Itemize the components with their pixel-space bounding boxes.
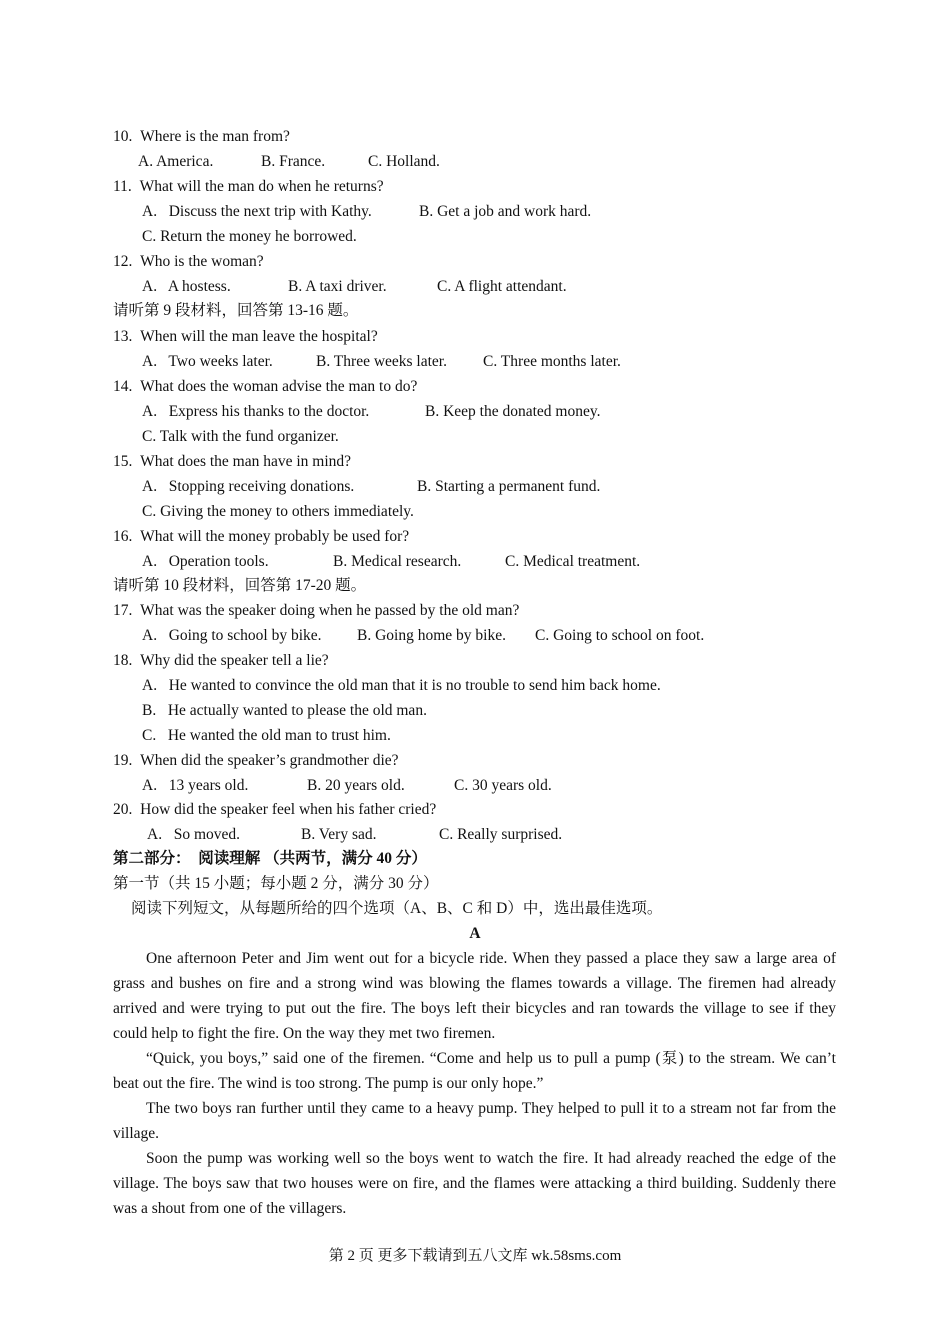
passage-paragraph: The two boys ran further until they came to a heavy pump. They helped to pull it to a stream not far from the village.	[113, 1100, 836, 1142]
question-number: 19.	[113, 752, 133, 769]
option: A. Express his thanks to the doctor.	[142, 403, 370, 420]
question-text: How did the speaker feel when his father cried?	[140, 801, 437, 818]
question-text: What will the money probably be used for?	[140, 528, 410, 545]
page-footer: 第 2 页 更多下载请到五八文库 wk.58sms.com	[328, 1248, 622, 1264]
option: C. Really surprised.	[439, 826, 563, 843]
option: C. 30 years old.	[454, 777, 552, 794]
option: B. Starting a permanent fund.	[417, 478, 601, 495]
option: A. 13 years old.	[142, 777, 249, 794]
option: C. Three months later.	[483, 353, 621, 370]
question-13	[113, 327, 378, 347]
option: A. Two weeks later.	[142, 353, 273, 370]
question-18	[113, 651, 329, 671]
section1-heading: 第一节（共 15 小题；每小题 2 分，满分 30 分）	[113, 875, 439, 892]
option: C. Giving the money to others immediately.	[142, 503, 414, 520]
option: A. So moved.	[147, 826, 240, 843]
question-number: 20.	[113, 801, 133, 818]
question-text: What does the man have in mind?	[140, 453, 352, 470]
option: C. Return the money he borrowed.	[142, 228, 357, 245]
passage-paragraph: One afternoon Peter and Jim went out for a bicycle ride. When they passed a place they saw a large area of grass and bushes on fire and a strong wind was blowing the flames towards a village. The firemen had already arrived and were trying to put out the fire. The boys left their bicycles and ran towards the village to see if they could help to fight the fire. On the way they met two firemen.	[113, 950, 836, 1042]
option: A. He wanted to convince the old man that it is no trouble to send him back home.	[142, 677, 661, 694]
option: B. Keep the donated money.	[425, 403, 601, 420]
option: B. Get a job and work hard.	[419, 203, 592, 220]
question-number: 10.	[113, 128, 133, 145]
option: B. He actually wanted to please the old man.	[142, 702, 427, 719]
question-text: Why did the speaker tell a lie?	[140, 652, 329, 669]
option: B. Going home by bike.	[357, 627, 506, 644]
part2-heading: 第二部分： 阅读理解 （共两节，满分 40 分）	[113, 850, 427, 867]
question-text: What was the speaker doing when he passed by the old man?	[140, 602, 520, 619]
option: B. Very sad.	[301, 826, 377, 843]
option: C. Medical treatment.	[505, 553, 641, 570]
option: A. America.	[138, 153, 214, 170]
passage-paragraph: Soon the pump was working well so the boys went to watch the fire. It had already reached the edge of the village. The boys saw that two houses were on fire, and the flames were attacking a third building. Suddenly there was a shout from one of the villagers.	[113, 1150, 836, 1217]
question-15	[113, 452, 351, 472]
question-text: When will the man leave the hospital?	[140, 328, 378, 345]
question-number: 16.	[113, 528, 133, 545]
option: C. He wanted the old man to trust him.	[142, 727, 391, 744]
option: B. Medical research.	[333, 553, 462, 570]
question-number: 11.	[113, 178, 132, 195]
question-text: What does the woman advise the man to do?	[140, 378, 418, 395]
question-20	[113, 800, 436, 820]
passage-paragraph: “Quick, you boys,” said one of the firemen. “Come and help us to pull a pump (泵) to the stream. We can’t beat out the fire. The wind is too strong. The pump is our only hope.”	[113, 1050, 836, 1092]
option: C. Talk with the fund organizer.	[142, 428, 339, 445]
question-text: Who is the woman?	[140, 253, 264, 270]
option: A. Stopping receiving donations.	[142, 478, 355, 495]
option: A. Discuss the next trip with Kathy.	[142, 203, 372, 220]
option: A. A hostess.	[142, 278, 231, 295]
instruction-material-10: 请听第 10 段材料，回答第 17-20 题。	[113, 577, 367, 594]
option: A. Going to school by bike.	[142, 627, 322, 644]
option: C. Holland.	[368, 153, 440, 170]
question-number: 12.	[113, 253, 133, 270]
option: B. 20 years old.	[307, 777, 405, 794]
question-number: 13.	[113, 328, 133, 345]
option: B. A taxi driver.	[288, 278, 387, 295]
question-10	[113, 127, 290, 147]
question-16	[113, 527, 409, 547]
passage-title: A	[469, 925, 481, 942]
question-number: 17.	[113, 602, 133, 619]
option: B. Three weeks later.	[316, 353, 447, 370]
option: B. France.	[261, 153, 326, 170]
question-11	[113, 177, 384, 197]
option: A. Operation tools.	[142, 553, 269, 570]
option: C. Going to school on foot.	[535, 627, 705, 644]
question-text: Where is the man from?	[140, 128, 290, 145]
question-19	[113, 751, 399, 771]
question-number: 18.	[113, 652, 133, 669]
instruction-material-9: 请听第 9 段材料，回答第 13-16 题。	[113, 302, 359, 319]
question-12	[113, 252, 264, 272]
reading-instruction: 阅读下列短文，从每题所给的四个选项（A、B、C 和 D）中，选出最佳选项。	[131, 900, 663, 917]
question-number: 14.	[113, 378, 133, 395]
question-17	[113, 601, 519, 621]
question-text: When did the speaker’s grandmother die?	[140, 752, 399, 769]
question-number: 15.	[113, 453, 133, 470]
option: C. A flight attendant.	[437, 278, 567, 295]
question-text: What will the man do when he returns?	[139, 178, 384, 195]
question-14	[113, 377, 417, 397]
